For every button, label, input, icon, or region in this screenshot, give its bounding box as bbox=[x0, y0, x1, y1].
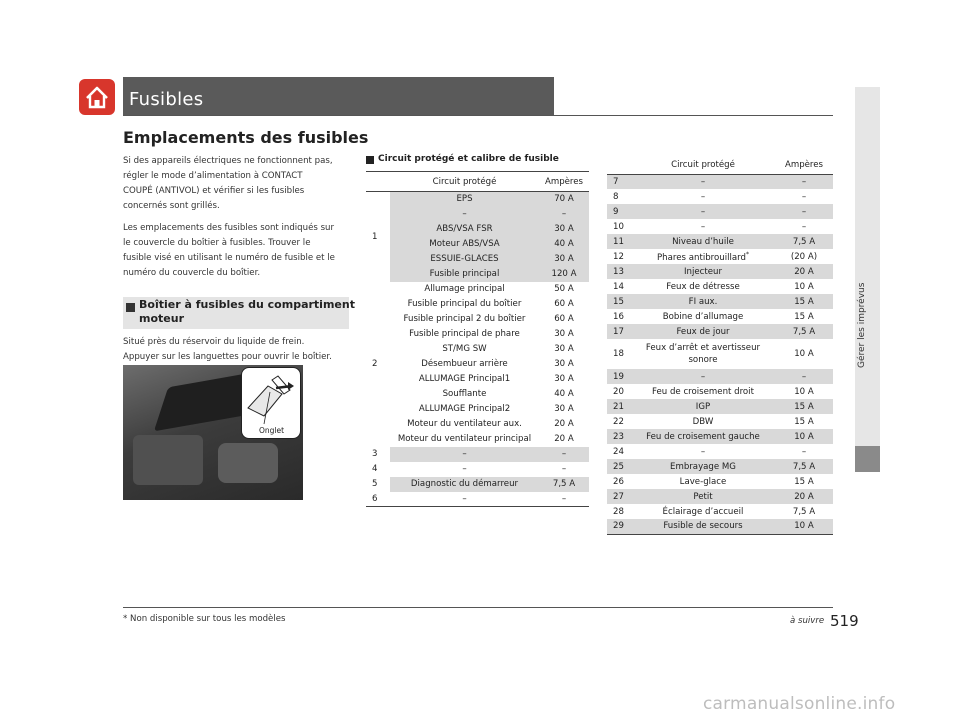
table-row bbox=[366, 222, 589, 237]
circuit-cell: – bbox=[700, 191, 706, 202]
subsection-paragraph bbox=[123, 335, 353, 365]
table-row bbox=[607, 369, 833, 384]
amperage-cell: 20 A bbox=[775, 264, 833, 279]
circuit-cell: Phares antibrouillard* bbox=[657, 250, 749, 263]
amperage-cell: 40 A bbox=[539, 237, 589, 252]
amperage-cell: 10 A bbox=[794, 349, 814, 359]
photo-callout: Onglet bbox=[259, 426, 285, 435]
fuse-number: 25 bbox=[607, 459, 631, 474]
amperage-cell: – bbox=[561, 493, 567, 504]
amperage-cell: 30 A bbox=[554, 359, 574, 369]
amperage-cell: 10 A bbox=[775, 519, 833, 534]
fuse-number: 10 bbox=[613, 221, 624, 232]
amperage-cell: 10 A bbox=[794, 281, 814, 292]
amperage-cell: 30 A bbox=[539, 222, 589, 237]
circuit-cell: Feu de croisement droit bbox=[652, 386, 754, 397]
table-row bbox=[607, 504, 833, 519]
amperage-cell: 30 A bbox=[554, 344, 574, 354]
circuit-cell: Feu de croisement gauche bbox=[631, 429, 775, 444]
footnote-marker: * bbox=[745, 250, 749, 258]
subsection-title-line: moteur bbox=[139, 312, 184, 325]
amperage-cell: – bbox=[775, 174, 833, 189]
table-row bbox=[366, 462, 589, 477]
circuit-cell: Fusible principal 2 du boîtier bbox=[403, 314, 526, 324]
fuse-number: 15 bbox=[607, 294, 631, 309]
fuse-number: 14 bbox=[613, 281, 624, 292]
circuit-cell: IGP bbox=[631, 399, 775, 414]
amperage-cell: – bbox=[801, 446, 807, 457]
circuit-cell: Niveau d’huile bbox=[631, 234, 775, 249]
circuit-cell: Allumage principal bbox=[424, 284, 505, 294]
fuse-number: 21 bbox=[607, 399, 631, 414]
fuse-number: 7 bbox=[607, 174, 631, 189]
fuse-number: 29 bbox=[607, 519, 631, 534]
amperage-cell: 120 A bbox=[539, 267, 589, 282]
circuit-cell: ST/MG SW bbox=[442, 344, 487, 354]
table-row bbox=[607, 414, 833, 429]
circuit-cell: Feux de détresse bbox=[666, 281, 740, 292]
fuse-number: 22 bbox=[613, 416, 624, 427]
amperage-cell: – bbox=[539, 207, 589, 222]
amperage-cell: 20 A bbox=[554, 419, 574, 429]
amperage-cell: 10 A bbox=[775, 429, 833, 444]
header-amperes: Ampères bbox=[784, 159, 824, 170]
fuse-number: 28 bbox=[613, 506, 624, 517]
amperage-cell: 40 A bbox=[554, 389, 574, 399]
amperage-cell: 20 A bbox=[775, 489, 833, 504]
table-row bbox=[366, 282, 589, 297]
amperage-cell: – bbox=[775, 204, 833, 219]
table-row bbox=[607, 309, 833, 324]
circuit-cell: – bbox=[700, 446, 706, 457]
header-circuit: Circuit protégé bbox=[432, 176, 497, 187]
circuit-cell: Fusible principal bbox=[390, 267, 539, 282]
header-rule bbox=[123, 115, 833, 116]
fuse-number: 26 bbox=[613, 476, 624, 487]
subsection-line: Situé près du réservoir du liquide de frein. bbox=[123, 337, 305, 347]
fuse-number: 1 bbox=[366, 192, 390, 282]
amperage-cell: 30 A bbox=[554, 404, 574, 414]
circuit-cell: ABS/VSA FSR bbox=[390, 222, 539, 237]
footnote: * Non disponible sur tous les modèles bbox=[123, 614, 286, 624]
fuse-number: 2 bbox=[372, 359, 378, 369]
amperage-cell: – bbox=[775, 369, 833, 384]
circuit-cell: – bbox=[390, 447, 539, 462]
table-row bbox=[366, 417, 589, 432]
intro-line: COUPÉ (ANTIVOL) et vérifier si les fusibles bbox=[123, 186, 305, 196]
table-row bbox=[607, 489, 833, 504]
circuit-cell: Feux d’arrêt et avertisseur sonore bbox=[645, 343, 761, 365]
table-row bbox=[366, 402, 589, 417]
page-number: 519 bbox=[830, 612, 859, 630]
circuit-cell: FI aux. bbox=[631, 294, 775, 309]
table-row bbox=[366, 327, 589, 342]
table-row bbox=[366, 267, 589, 282]
amperage-cell: 60 A bbox=[554, 299, 574, 309]
amperage-cell: 7,5 A bbox=[539, 477, 589, 492]
circuit-cell: Fusible principal de phare bbox=[409, 329, 520, 339]
table-row bbox=[607, 399, 833, 414]
table-row bbox=[607, 294, 833, 309]
continued-label[interactable]: à suivre bbox=[790, 616, 825, 626]
intro-paragraph-1 bbox=[123, 154, 353, 214]
circuit-cell: Moteur du ventilateur principal bbox=[397, 434, 532, 444]
fuse-box-photo bbox=[123, 365, 303, 500]
header-amperes: Ampères bbox=[544, 176, 584, 187]
amperage-cell: 7,5 A bbox=[775, 459, 833, 474]
table-row bbox=[366, 342, 589, 357]
circuit-cell: ESSUIE-GLACES bbox=[390, 252, 539, 267]
table-row bbox=[607, 384, 833, 399]
intro-line: Si des appareils électriques ne fonctionnent pas, bbox=[123, 156, 333, 166]
intro-line: concernés sont grillés. bbox=[123, 201, 220, 211]
intro-line: le couvercle du boîtier à fusibles. Trouver le bbox=[123, 238, 311, 248]
fuse-number: 3 bbox=[366, 447, 390, 462]
page-title: Fusibles bbox=[129, 89, 204, 110]
table-title: Circuit protégé et calibre de fusible bbox=[378, 154, 559, 164]
circuit-cell: EPS bbox=[390, 192, 539, 207]
fuse-number: 27 bbox=[607, 489, 631, 504]
fuse-number: 24 bbox=[613, 446, 624, 457]
fuse-table-left-body bbox=[366, 192, 589, 507]
amperage-cell: (20 A) bbox=[790, 251, 818, 262]
table-row bbox=[607, 474, 833, 489]
circuit-cell: Injecteur bbox=[631, 264, 775, 279]
circuit-cell: Fusible principal du boîtier bbox=[407, 299, 522, 309]
engine-part bbox=[133, 435, 203, 485]
amperage-cell: 50 A bbox=[554, 284, 574, 294]
subsection-line: Appuyer sur les languettes pour ouvrir le boîtier. bbox=[123, 352, 332, 362]
circuit-cell: – bbox=[700, 221, 706, 232]
table-row bbox=[366, 252, 589, 267]
table-row bbox=[366, 237, 589, 252]
amperage-cell: 60 A bbox=[554, 314, 574, 324]
table-row bbox=[366, 357, 589, 372]
fuse-number: 4 bbox=[372, 464, 378, 474]
table-row bbox=[607, 519, 833, 534]
circuit-cell: – bbox=[631, 174, 775, 189]
side-tab-marker[interactable] bbox=[855, 446, 880, 472]
circuit-cell: ALLUMAGE Principal2 bbox=[418, 404, 511, 414]
circuit-cell: Diagnostic du démarreur bbox=[390, 477, 539, 492]
header-circuit: Circuit protégé bbox=[671, 159, 735, 170]
circuit-cell: Moteur ABS/VSA bbox=[390, 237, 539, 252]
fuse-table-left bbox=[366, 171, 589, 507]
square-bullet-icon bbox=[126, 303, 135, 312]
circuit-cell: Moteur du ventilateur aux. bbox=[407, 419, 522, 429]
amperage-cell: 15 A bbox=[794, 476, 814, 487]
fuse-table-right bbox=[607, 156, 833, 535]
fuse-number: 8 bbox=[613, 191, 619, 202]
amperage-cell: 7,5 A bbox=[775, 324, 833, 339]
circuit-cell: – bbox=[631, 369, 775, 384]
home-icon[interactable] bbox=[79, 79, 115, 115]
fuse-number: 20 bbox=[613, 386, 624, 397]
circuit-cell: – bbox=[462, 493, 467, 504]
amperage-cell: 30 A bbox=[554, 374, 574, 384]
engine-part bbox=[218, 443, 278, 483]
circuit-cell: – bbox=[631, 204, 775, 219]
watermark: carmanualsonline.info bbox=[703, 694, 896, 714]
fuse-number: 16 bbox=[613, 311, 624, 322]
amperage-cell: 20 A bbox=[554, 434, 574, 444]
fuse-number: 9 bbox=[607, 204, 631, 219]
fuse-table-right-body bbox=[607, 174, 833, 534]
amperage-cell: 15 A bbox=[775, 294, 833, 309]
circuit-cell: Embrayage MG bbox=[631, 459, 775, 474]
fuse-number: 17 bbox=[607, 324, 631, 339]
section-title: Emplacements des fusibles bbox=[123, 128, 369, 147]
table-row bbox=[607, 189, 833, 204]
table-row bbox=[366, 207, 589, 222]
header-cell bbox=[607, 156, 631, 174]
table-row bbox=[366, 387, 589, 402]
circuit-cell: Éclairage d’accueil bbox=[662, 506, 744, 517]
amperage-cell: – bbox=[801, 221, 807, 232]
table-row bbox=[607, 459, 833, 474]
amperage-cell: – bbox=[561, 464, 567, 474]
fuse-number: 13 bbox=[607, 264, 631, 279]
intro-line: Les emplacements des fusibles sont indiqués sur bbox=[123, 223, 335, 233]
amperage-cell: 15 A bbox=[775, 399, 833, 414]
table-row bbox=[607, 324, 833, 339]
table-row bbox=[607, 174, 833, 189]
circuit-cell: – bbox=[390, 207, 539, 222]
circuit-cell: – bbox=[462, 464, 467, 474]
intro-line: régler le mode d’alimentation à CONTACT bbox=[123, 171, 303, 181]
fuse-number: 23 bbox=[607, 429, 631, 444]
table-row bbox=[366, 297, 589, 312]
circuit-cell: ALLUMAGE Principal1 bbox=[418, 374, 511, 384]
amperage-cell: 30 A bbox=[554, 329, 574, 339]
amperage-cell: 15 A bbox=[794, 416, 814, 427]
table-row bbox=[607, 339, 833, 369]
amperage-cell: 7,5 A bbox=[775, 234, 833, 249]
amperage-cell: – bbox=[539, 447, 589, 462]
circuit-cell: Feux de jour bbox=[631, 324, 775, 339]
fuse-number: 11 bbox=[607, 234, 631, 249]
amperage-cell: 15 A bbox=[794, 311, 814, 322]
intro-paragraph-2 bbox=[123, 221, 353, 281]
fuse-number: 19 bbox=[607, 369, 631, 384]
square-bullet-icon bbox=[366, 156, 374, 164]
fuse-number: 12 bbox=[613, 251, 624, 262]
table-row bbox=[607, 264, 833, 279]
subsection-title bbox=[139, 298, 355, 326]
table-row bbox=[607, 204, 833, 219]
fuse-number: 18 bbox=[613, 349, 624, 359]
table-row bbox=[607, 279, 833, 294]
table-row bbox=[366, 492, 589, 507]
circuit-cell: Bobine d’allumage bbox=[662, 311, 744, 322]
side-tab-label[interactable]: Gérer les imprévus bbox=[857, 282, 867, 368]
circuit-cell: Soufflante bbox=[442, 389, 487, 399]
circuit-cell: Désembueur arrière bbox=[421, 359, 508, 369]
amperage-cell: – bbox=[801, 191, 807, 202]
table-row bbox=[607, 234, 833, 249]
table-row bbox=[366, 477, 589, 492]
table-row bbox=[366, 372, 589, 387]
intro-line: fusible visé en utilisant le numéro de fusible et le bbox=[123, 253, 335, 263]
table-row bbox=[607, 249, 833, 264]
table-row bbox=[607, 429, 833, 444]
side-tab-band bbox=[855, 87, 880, 471]
amperage-cell: 10 A bbox=[794, 386, 814, 397]
table-row bbox=[607, 219, 833, 234]
amperage-cell: 70 A bbox=[539, 192, 589, 207]
header-cell bbox=[366, 172, 390, 192]
table-row bbox=[607, 444, 833, 459]
subsection-title-line: Boîtier à fusibles du compartiment bbox=[139, 298, 355, 311]
circuit-cell: Fusible de secours bbox=[631, 519, 775, 534]
circuit-cell: DBW bbox=[692, 416, 714, 427]
fuse-number: 5 bbox=[366, 477, 390, 492]
table-row bbox=[366, 432, 589, 447]
amperage-cell: 30 A bbox=[539, 252, 589, 267]
table-row bbox=[366, 192, 589, 207]
circuit-cell: Lave-glace bbox=[679, 476, 727, 487]
table-row bbox=[366, 447, 589, 462]
amperage-cell: 7,5 A bbox=[792, 506, 816, 517]
circuit-cell: Petit bbox=[631, 489, 775, 504]
intro-line: numéro du couvercle du boîtier. bbox=[123, 268, 261, 278]
table-row bbox=[366, 312, 589, 327]
fuse-number: 6 bbox=[372, 493, 378, 504]
footer-rule bbox=[123, 607, 833, 608]
